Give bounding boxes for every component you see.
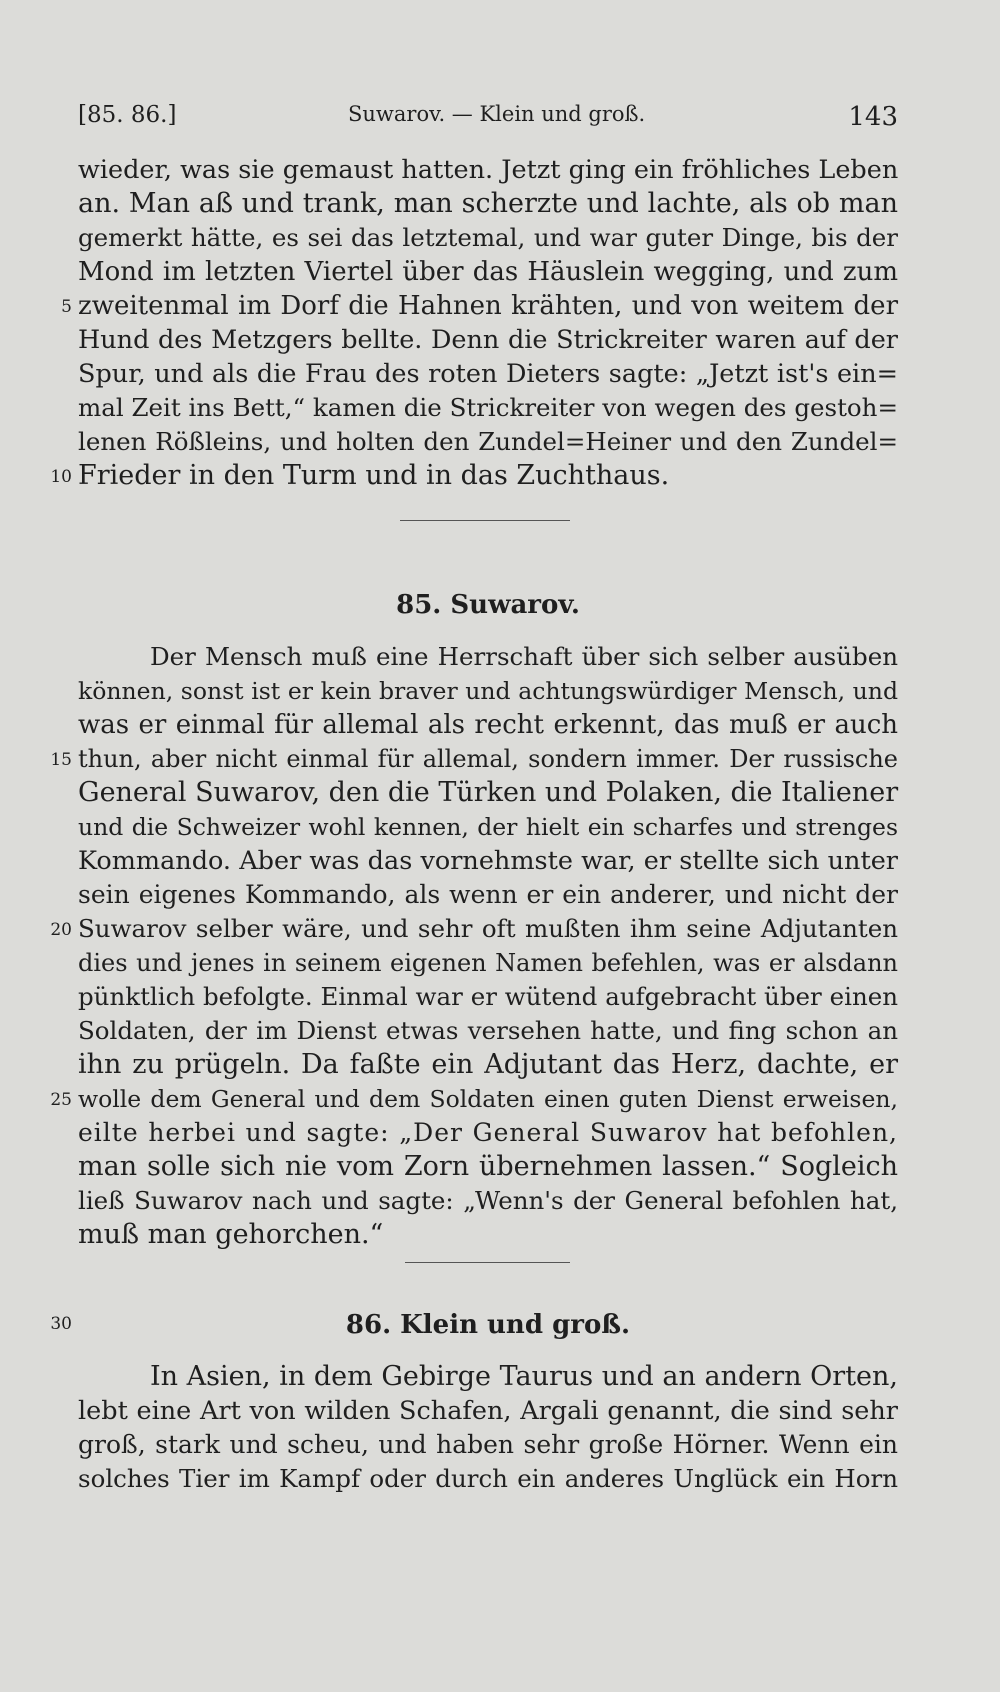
text-line: General Suwarov, den die Türken und Polaken, die Italiener [78,777,899,808]
text-line: mal Zeit ins Bett,“ kamen die Strickreiter von wegen des gestoh= [78,393,898,422]
text-line: Frieder in den Turm und in das Zuchthaus. [78,460,670,491]
line-number: 10 [50,467,72,487]
text-line: zweitenmal im Dorf die Hahnen krähten, und von weitem der [78,291,898,321]
text-line: Suwarov selber wäre, und sehr oft mußten ihm seine Adjutanten [78,914,898,943]
page-number: 143 [848,102,898,132]
text-line: dies und jenes in seinem eigenen Namen befehlen, was er alsdann [78,949,898,977]
text-line: lebt eine Art von wilden Schafen, Argali genannt, die sind sehr [78,1396,898,1426]
text-line: Soldaten, der im Dienst etwas versehen hatte, und fing schon an [78,1016,898,1045]
running-header [78,102,898,138]
section-heading-85: 85. Suwarov. [396,590,580,620]
text-line: was er einmal für allemal als recht erkennt, das muß er auch [78,710,898,740]
running-title: Suwarov. — Klein und groß. [348,102,646,126]
line-number: 5 [61,297,72,317]
text-line: Hund des Metzgers bellte. Denn die Strickreiter waren auf der [78,325,898,355]
text-line: sein eigenes Kommando, als wenn er ein anderer, und nicht der [78,880,898,909]
text-line: an. Man aß und trank, man scherzte und lachte, als ob man [78,188,898,219]
section-divider [400,520,570,521]
text-line: ließ Suwarov nach und sagte: „Wenn's der General befohlen hat, [78,1186,898,1215]
text-line: groß, stark und scheu, und haben sehr große Hörner. Wenn ein [78,1430,898,1459]
text-line: Der Mensch muß eine Herrschaft über sich selber ausüben [150,642,898,671]
text-line: thun, aber nicht einmal für allemal, sondern immer. Der russische [78,745,898,773]
text-line: Kommando. Aber was das vornehmste war, er stellte sich unter [78,846,898,876]
text-line: ihn zu prügeln. Da faßte ein Adjutant das Herz, dachte, er [78,1049,898,1080]
text-line: können, sonst ist er kein braver und achtungswürdiger Mensch, und [78,677,898,705]
text-line: pünktlich befolgte. Einmal war er wütend aufgebracht über einen [78,982,898,1011]
text-line: wieder, was sie gemaust hatten. Jetzt ging ein fröhliches Leben [78,155,899,185]
text-line: In Asien, in dem Gebirge Taurus und an andern Orten, [150,1361,898,1392]
text-line: Mond im letzten Viertel über das Häuslein wegging, und zum [78,257,898,287]
text-line: eilte herbei und sagte: „Der General Suwarov hat befohlen, [78,1118,898,1147]
line-number: 20 [50,920,72,940]
section-range: [85. 86.] [78,102,177,128]
text-line: muß man gehorchen.“ [78,1219,384,1250]
text-line: lenen Rößleins, und holten den Zundel=Heiner und den Zundel= [78,427,898,456]
text-line: wolle dem General und dem Soldaten einen guten Dienst erweisen, [78,1085,898,1113]
line-number: 15 [50,750,72,770]
line-number: 30 [50,1314,72,1334]
text-line: gemerkt hätte, es sei das letztemal, und war guter Dinge, bis der [78,223,898,252]
section-heading-86: 86. Klein und groß. [345,1310,631,1340]
text-line: solches Tier im Kampf oder durch ein anderes Unglück ein Horn [78,1464,898,1493]
text-line: man solle sich nie vom Zorn übernehmen lassen.“ Sogleich [78,1151,898,1182]
text-line: Spur, und als die Frau des roten Dieters sagte: „Jetzt ist's ein= [78,359,898,389]
text-line: und die Schweizer wohl kennen, der hielt ein scharfes und strenges [78,813,898,841]
line-number: 25 [50,1090,72,1110]
section-divider [405,1262,570,1263]
